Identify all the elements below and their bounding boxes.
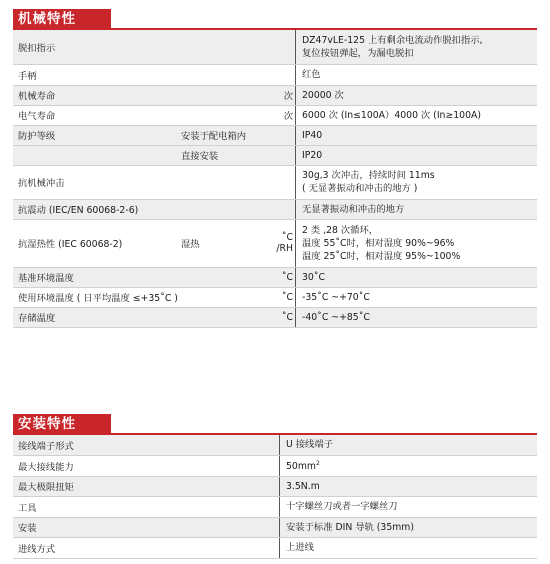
row-value: 20000 次 <box>296 85 538 105</box>
row-value-line: DZ47vLE-125 上有剩余电流动作脱扣指示, <box>302 34 483 46</box>
row-sub <box>176 199 265 219</box>
row-value: 上进线 <box>280 537 538 558</box>
row-sub <box>176 165 265 199</box>
row-value-line: 温度 25˚C时，相对湿度 95%~100% <box>302 250 461 262</box>
row-unit: ˚C <box>265 267 296 287</box>
mechanical-table <box>13 30 537 328</box>
row-label: 防护等级 <box>13 125 176 145</box>
row-value: IP20 <box>296 145 538 165</box>
installation-section <box>13 414 537 559</box>
table-row <box>13 267 537 287</box>
row-unit <box>265 199 296 219</box>
row-label: 基准环境温度 <box>13 267 176 287</box>
table-row <box>13 125 537 145</box>
row-value: 3.5N.m <box>280 476 538 496</box>
row-label: 脱扣指示 <box>13 30 176 64</box>
row-value-line: ( 无显著振动和冲击的地方 ) <box>302 183 418 194</box>
row-label: 抗湿热性 (IEC 60068-2) <box>13 219 176 267</box>
row-label <box>13 145 176 165</box>
table-row <box>13 219 537 267</box>
table-row <box>13 517 537 537</box>
row-value: 十字螺丝刀或者一字螺丝刀 <box>280 496 538 517</box>
row-value-line: 复位按钮弹起，为漏电脱扣 <box>302 47 414 59</box>
table-row <box>13 537 537 558</box>
mechanical-header-line <box>13 28 537 30</box>
row-unit: ˚C /RH <box>265 219 296 267</box>
row-sub <box>176 30 265 64</box>
table-row <box>13 307 537 327</box>
row-value: 安装于标准 DIN 导轨 (35mm) <box>280 517 538 537</box>
row-value: U 接线端子 <box>280 435 538 455</box>
installation-table <box>13 435 537 559</box>
row-sub <box>176 64 265 85</box>
row-value <box>296 219 538 267</box>
table-row <box>13 105 537 125</box>
table-row <box>13 145 537 165</box>
row-label: 安装 <box>13 517 280 537</box>
row-unit <box>265 125 296 145</box>
row-sub: 安装于配电箱内 <box>176 125 265 145</box>
row-unit: ˚C <box>265 307 296 327</box>
row-value: -40˚C ~+85˚C <box>296 307 538 327</box>
row-value <box>296 30 538 64</box>
row-value: -35˚C ~+70˚C <box>296 287 538 307</box>
row-value <box>296 165 538 199</box>
mechanical-section <box>13 9 537 328</box>
row-value: 红色 <box>296 64 538 85</box>
row-label: 工具 <box>13 496 280 517</box>
row-value: 无显著振动和冲击的地方 <box>296 199 538 219</box>
row-value <box>280 455 538 476</box>
row-label: 进线方式 <box>13 537 280 558</box>
table-row <box>13 496 537 517</box>
row-label: 抗机械冲击 <box>13 165 176 199</box>
row-unit <box>265 30 296 64</box>
row-value-text: 50mm <box>286 461 316 473</box>
mechanical-header <box>13 9 537 30</box>
row-label: 接线端子形式 <box>13 435 280 455</box>
row-sub <box>176 105 265 125</box>
row-label: 最大接线能力 <box>13 455 280 476</box>
row-label: 机械寿命 <box>13 85 176 105</box>
table-row <box>13 199 537 219</box>
row-sub: 直接安装 <box>176 145 265 165</box>
table-row <box>13 455 537 476</box>
row-label: 使用环境温度 ( 日平均温度 ≤+35˚C ) <box>13 287 265 307</box>
table-row <box>13 165 537 199</box>
mechanical-title: 机械特性 <box>13 9 111 30</box>
row-value: 30˚C <box>296 267 538 287</box>
row-sub <box>176 267 265 287</box>
row-unit <box>265 165 296 199</box>
installation-header-line <box>13 433 537 435</box>
row-sub: 湿热 <box>176 219 265 267</box>
table-row <box>13 287 537 307</box>
row-label: 手柄 <box>13 64 176 85</box>
row-label: 存储温度 <box>13 307 176 327</box>
row-value: 6000 次 (In≤100A）4000 次 (In≥100A) <box>296 105 538 125</box>
row-label: 抗震动 (IEC/EN 60068-2-6) <box>13 199 176 219</box>
row-value-line: 2 类 ,28 次循环， <box>302 224 379 236</box>
row-sub <box>176 85 265 105</box>
row-label: 最大极限扭矩 <box>13 476 280 496</box>
row-value-sup: 2 <box>315 460 320 468</box>
row-sub <box>176 307 265 327</box>
row-unit: ˚C <box>265 287 296 307</box>
row-unit: 次 <box>265 85 296 105</box>
row-unit <box>265 145 296 165</box>
installation-header <box>13 414 537 435</box>
row-unit: 次 <box>265 105 296 125</box>
table-row <box>13 85 537 105</box>
row-value-line: 30g,3 次冲击，持续时间 11ms <box>302 170 435 181</box>
installation-title: 安装特性 <box>13 414 111 435</box>
row-value: IP40 <box>296 125 538 145</box>
table-row <box>13 64 537 85</box>
row-label: 电气寿命 <box>13 105 176 125</box>
table-row <box>13 476 537 496</box>
row-unit <box>265 64 296 85</box>
table-row <box>13 30 537 64</box>
table-row <box>13 435 537 455</box>
row-value-line: 温度 55˚C时，相对湿度 90%~96% <box>302 237 455 249</box>
